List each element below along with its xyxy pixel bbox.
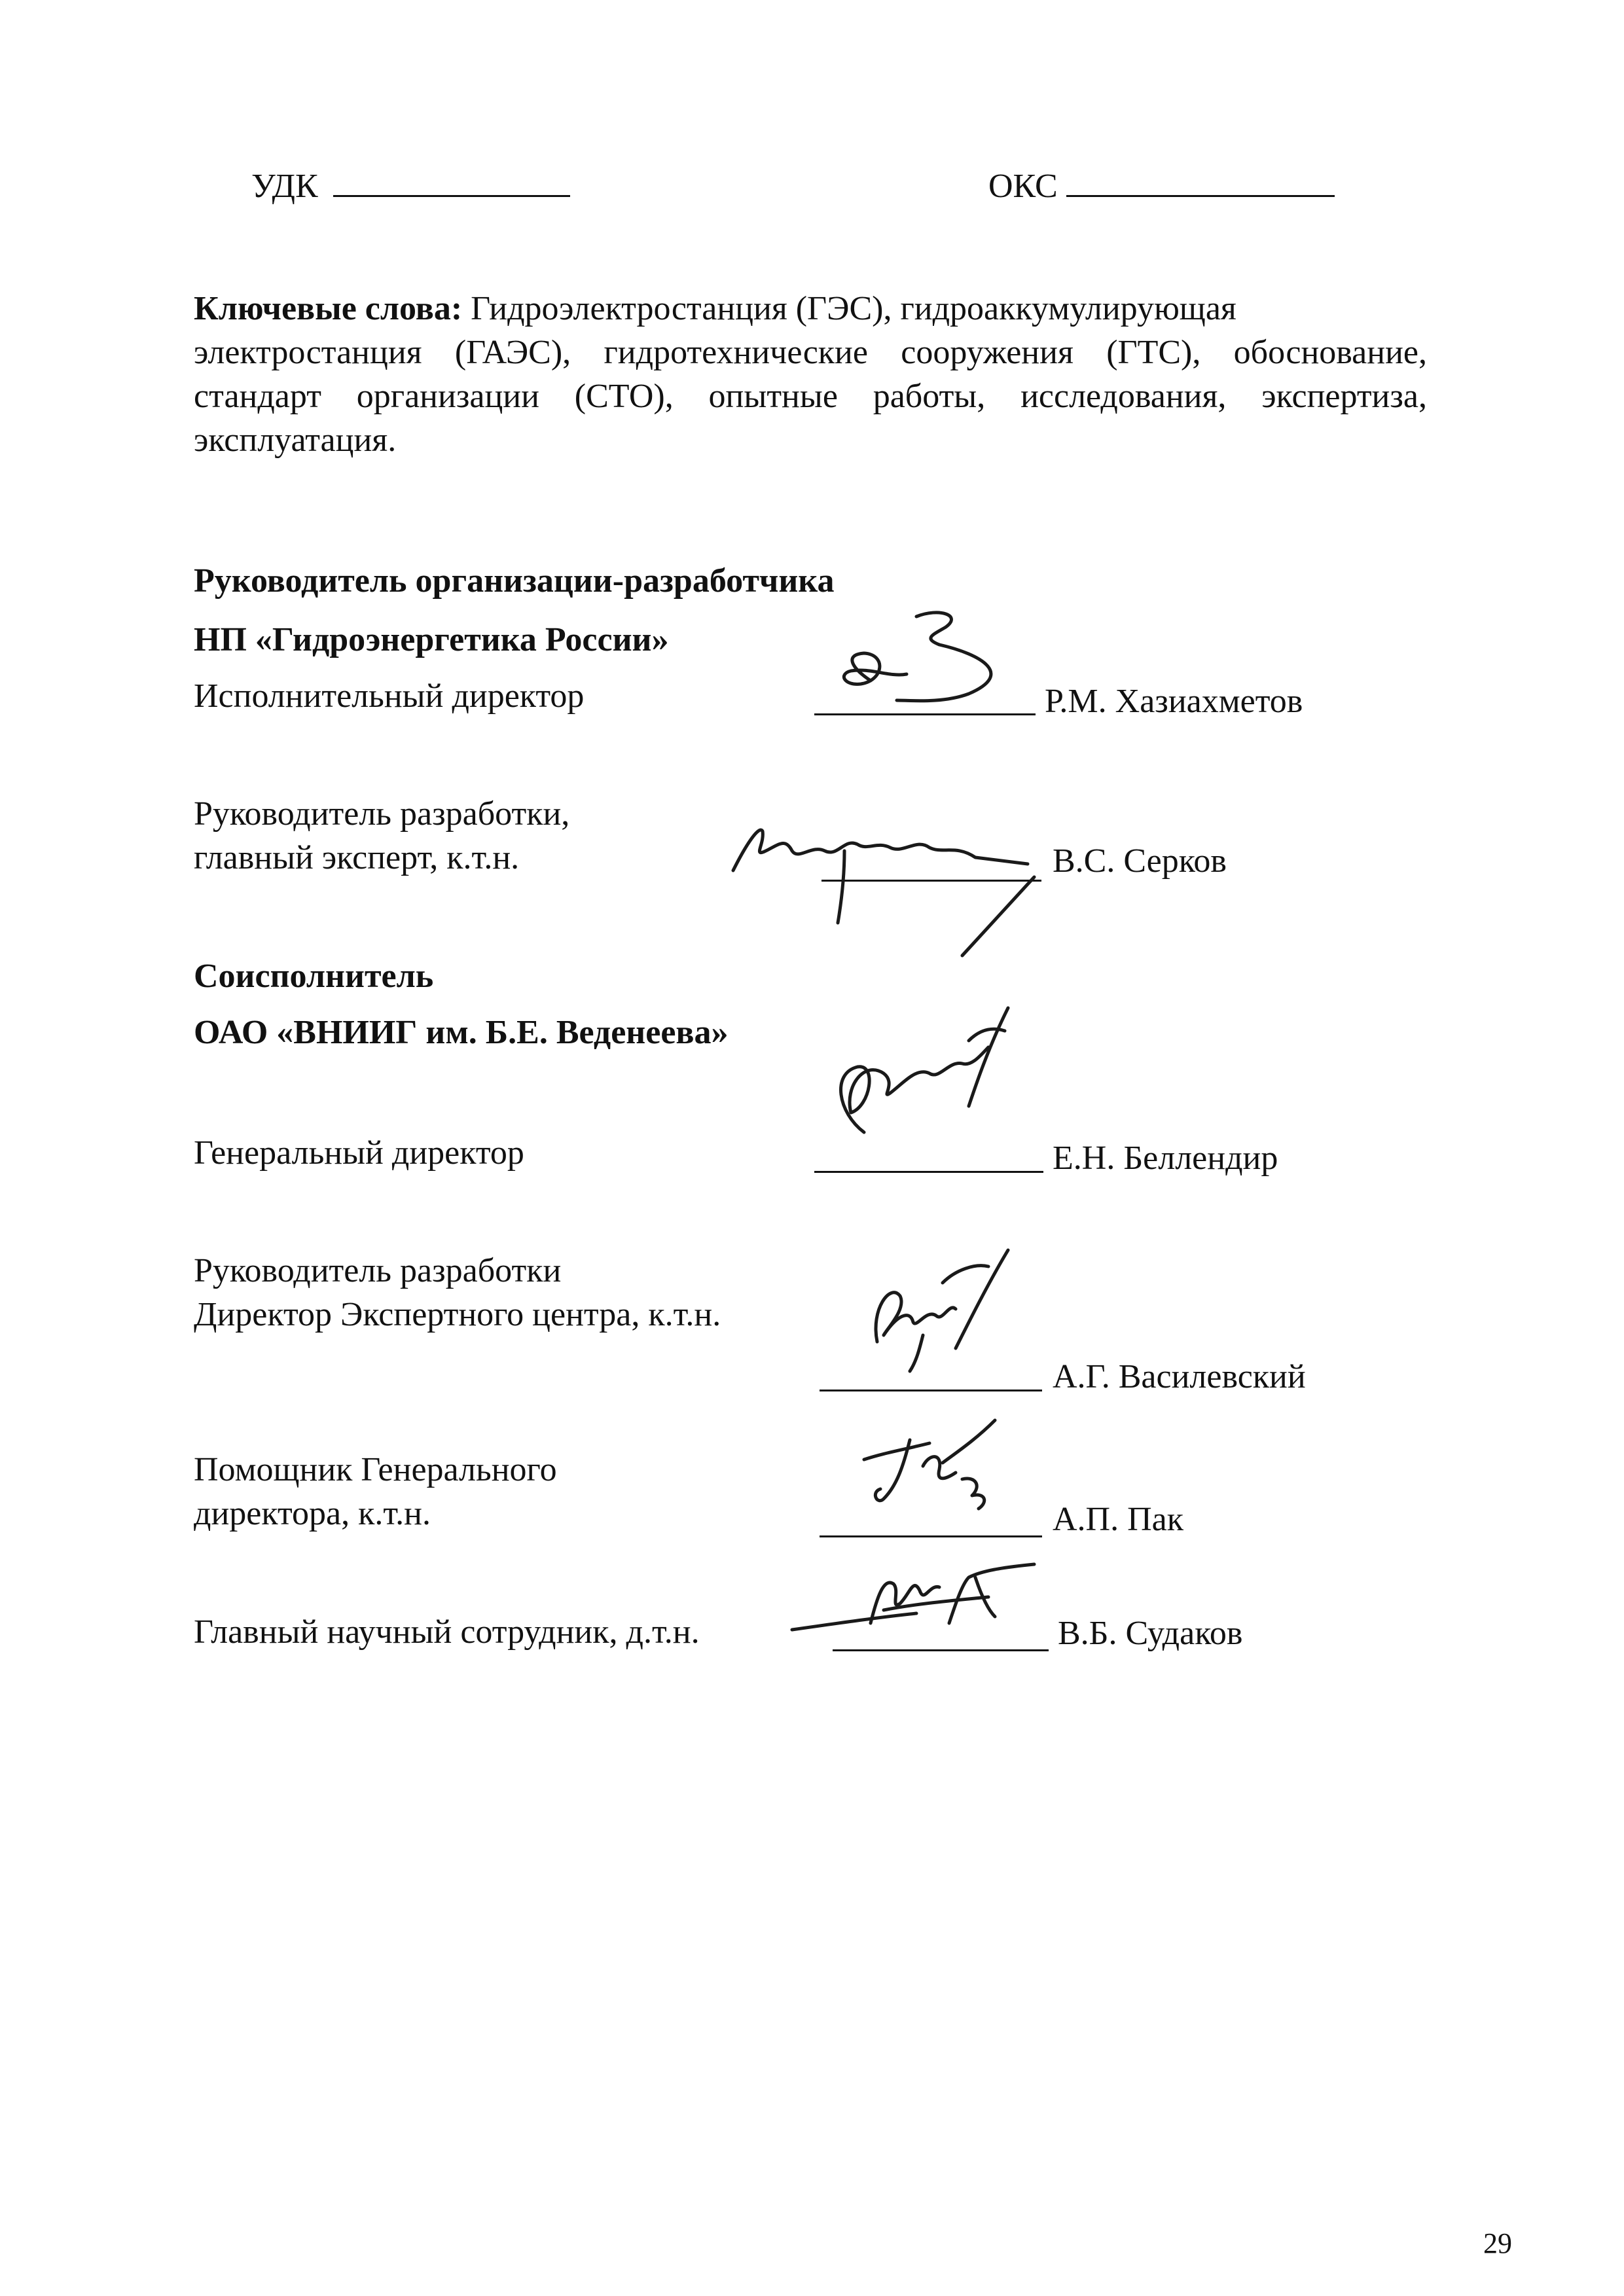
oks-blank — [1066, 165, 1335, 197]
udk-blank — [333, 165, 570, 197]
signatory-position: Генеральный директор — [194, 1134, 524, 1172]
signature-handwritten — [785, 1551, 1047, 1656]
keywords-text-2: электростанция (ГАЭС), гидротехнические сооружения (ГТС), обоснование, — [194, 334, 1427, 371]
signature-handwritten — [818, 1001, 1028, 1152]
signature-line — [814, 713, 1036, 715]
signatory-position: Главный научный сотрудник, д.т.н. — [194, 1613, 700, 1651]
signature-line — [820, 1535, 1042, 1537]
signatory-name: А.Г. Василевский — [1053, 1358, 1306, 1395]
coexecutor-org: ОАО «ВНИИГ им. Б.Е. Веденеева» — [194, 1014, 729, 1051]
signatory-position-line-1: Руководитель разработки — [194, 1252, 562, 1289]
keywords-text-4: эксплуатация. — [194, 422, 397, 459]
developer-heading: Руководитель организации-разработчика — [194, 562, 835, 600]
signatory-position-line-1: Руководитель разработки, — [194, 795, 570, 833]
udk-field — [251, 165, 570, 207]
keywords-text-1: Гидроэлектростанция (ГЭС), гидроаккумулирующая — [471, 290, 1236, 327]
signatory-name: В.С. Серков — [1053, 842, 1227, 880]
keywords-line-3 — [194, 376, 1427, 418]
signatory-position-line-2: главный эксперт, к.т.н. — [194, 839, 520, 876]
keywords-line-4 — [194, 420, 1427, 461]
signature-line — [814, 1171, 1043, 1173]
signature-handwritten — [825, 602, 1021, 713]
signature-handwritten — [864, 1244, 1021, 1374]
signatory-name: В.Б. Судаков — [1058, 1615, 1243, 1652]
page-number: 29 — [1483, 2227, 1512, 2259]
signature-line — [820, 1390, 1042, 1391]
developer-org: НП «Гидроэнергетика России» — [194, 621, 669, 658]
signatory-position-line-2: Директор Экспертного центра, к.т.н. — [194, 1296, 721, 1333]
coexecutor-heading: Соисполнитель — [194, 958, 434, 995]
keywords-text-3: стандарт организации (СТО), опытные работы, исследования, экспертиза, — [194, 378, 1427, 415]
signatory-name: Р.М. Хазиахметов — [1045, 683, 1303, 720]
oks-field — [988, 165, 1335, 207]
keywords-line-1 — [194, 288, 1427, 330]
signatory-name: Е.Н. Беллендир — [1053, 1139, 1278, 1177]
signatory-position-line-2: директора, к.т.н. — [194, 1495, 431, 1532]
keywords-label: Ключевые слова: — [194, 290, 463, 327]
signatory-name: А.П. Пак — [1053, 1501, 1184, 1538]
udk-label: УДК — [251, 168, 318, 205]
oks-label: ОКС — [988, 168, 1058, 205]
signature-handwritten — [727, 805, 1047, 975]
signature-handwritten — [857, 1414, 1028, 1532]
keywords-line-2 — [194, 332, 1427, 374]
signatory-position: Исполнительный директор — [194, 677, 585, 715]
signatory-position-line-1: Помощник Генерального — [194, 1451, 557, 1488]
